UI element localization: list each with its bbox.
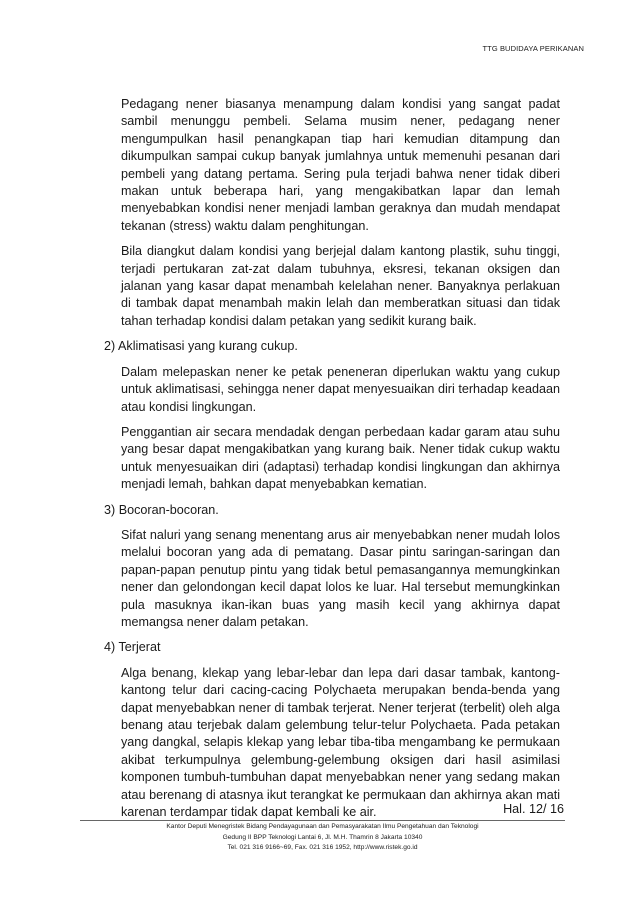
- footer-line-1: Kantor Deputi Menegristek Bidang Pendayagunaan dan Pemasyarakatan Ilmu Pengetahuan dan Teknologi: [166, 823, 479, 830]
- terjerat-paragraph: Alga benang, klekap yang lebar-lebar dan lepa dari dasar tambak, kantong-kantong telur dari cacing-cacing Polychaeta merupakan benda-benda yang dapat menyebabkan nener di tambak terjerat. Nener terjerat (terbelit) oleh alga benang atau terjebak dalam gelembung telur-telur Polychaeta. Pada petakan yang dangkal, selapis klekap yang lebar tiba-tiba mengambang ke permukaan akibat terkumpulnya gelembung-gelembung oksigen dari hasil asimilasi komponen tumbuh-tumbuhan dapat menyebabkan nener yang sedang makan atau berenang di atasnya ikut terangkat ke permukaan dan akhirnya akan mati karenan terdampar tidak dapat kembali ke air.: [121, 665, 560, 820]
- footer-line-2: Gedung II BPP Teknologi Lantai 6, Jl. M.H. Thamrin 8 Jakarta 10340: [222, 833, 423, 841]
- document-body: [104, 96, 560, 821]
- section-heading-terjerat: 4) Terjerat: [104, 640, 161, 655]
- aklimatisasi-paragraph-1: Dalam melepaskan nener ke petak peneneran diperlukan waktu yang cukup untuk aklimatisasi, sehingga nener dapat menyesuaikan diri terhadap keadaan atau kondisi lingkungan.: [121, 364, 560, 414]
- page-header: TTG BUDIDAYA PERIKANAN: [482, 44, 584, 53]
- footer-divider: [80, 820, 565, 821]
- bocoran-paragraph: Sifat naluri yang senang menentang arus air menyebabkan nener mudah lolos melalui bocoran yang ada di pematang. Dasar pintu saringan-saringan dan papan-papan penutup pintu yang tidak betul pemasangannya memungkinkan nener dan gelondongan kecil dapat lolos ke luar. Hal tersebut memungkinkan pula masuknya ikan-ikan buas yang masih kecil yang akhirnya dapat memangsa nener dalam petakan.: [121, 527, 560, 629]
- section-heading-bocoran: 3) Bocoran-bocoran.: [104, 502, 219, 517]
- section-heading-aklimatisasi: 2) Aklimatisasi yang kurang cukup.: [104, 339, 298, 354]
- aklimatisasi-paragraph-2: Penggantian air secara mendadak dengan perbedaan kadar garam atau suhu yang besar dapat mengakibatkan yang kurang baik. Nener tidak cukup waktu untuk menyesuaikan diri (adaptasi) terhadap kondisi lingkungan dan akhirnya menjadi lemah, bahkan dapat menyebabkan kematian.: [121, 424, 560, 492]
- intro-paragraph-2: Bila diangkut dalam kondisi yang berjejal dalam kantong plastik, suhu tinggi, terjadi pertukaran zat-zat dalam tubuhnya, eksresi, tekanan oksigen dan jalanan yang kasar dapat menambah kelelahan nener. Banyaknya perlakuan di tambak dapat menambah makin lelah dan memberatkan situasi dan tidak tahan terhadap kondisi dalam petakan yang sedikit kurang baik.: [121, 244, 560, 328]
- page-footer: [80, 822, 565, 854]
- page-number: Hal. 12/ 16: [503, 802, 564, 816]
- footer-line-3: Tel. 021 316 9166~69, Fax. 021 316 1952, http://www.ristek.go.id: [227, 844, 418, 852]
- intro-paragraph-1: Pedagang nener biasanya menampung dalam kondisi yang sangat padat sambil menunggu pembeli. Selama musim nener, pedagang nener mengumpulkan hasil penangkapan tiap hari kemudian ditampung dan dikumpulkan sampai cukup banyak jumlahnya untuk memenuhi pesanan dari pembeli yang datang pertama. Sering pula terjadi bahwa nener tidak diberi makan untuk beberapa hari, yang mengakibatkan lapar dan lemah menyebabkan kondisi nener menjadi lamban geraknya dan mudah mendapat tekanan (stress) waktu dalam penghitungan.: [121, 97, 560, 233]
